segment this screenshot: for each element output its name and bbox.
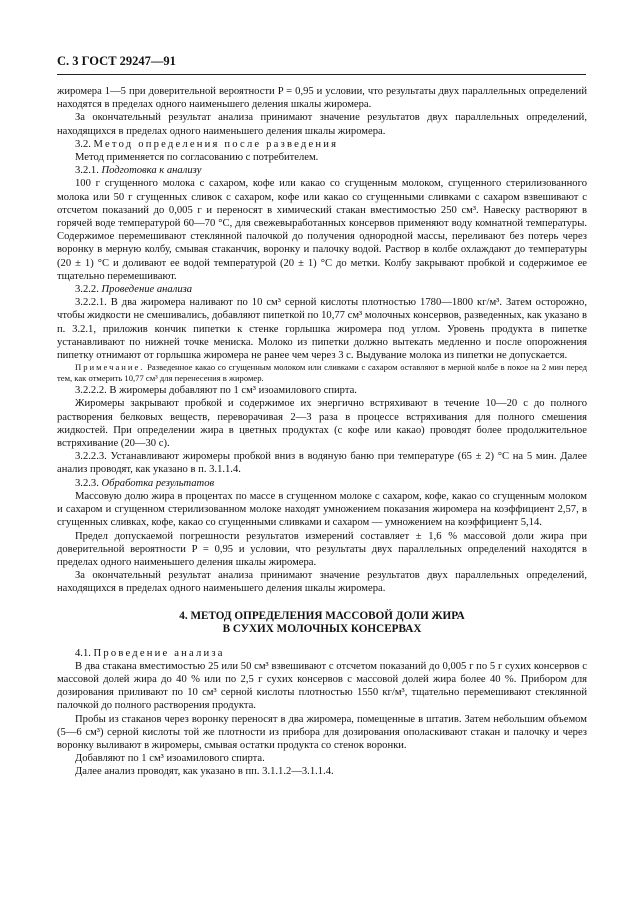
section-number: 3.2.1. [75,165,99,177]
section-title: Метод определения после разведения [93,138,339,150]
paragraph: За окончательный результат анализа принимают значение результатов двух параллельных определений, находящихся в пределах одного наименьшего деления шкалы жиромера. [57,112,587,137]
section-number: 3.2. [75,138,91,150]
paragraph: жиромера 1—5 при доверительной вероятности P = 0,95 и условии, что результаты двух параллельных определений находятся в пределах одного наименьшего деления шкалы жиромера. [57,86,587,111]
paragraph: Жиромеры закрывают пробкой и содержимое их энергично встряхивают в течение 10—20 с до полного растворения белковых веществ, переворачивая 2—3 раза в процессе встряхивания для полного смешения жидкостей. При определении жира в цветных продуктах (с кофе или какао) проводят более продолжительное встряхивание (20—30 с). [57,398,587,450]
paragraph: Пробы из стаканов через воронку переносят в два жиромера, помещенные в штатив. Затем небольшим объемом (5—6 см³) серной кислоты той же плотности из прибора для дозирования ополаскивают стакан и палочку и через воронку выливают в жиромеры, смывая остатки продукта со стенок воронки. [57,713,587,751]
chapter-heading-line-1: 4. МЕТОД ОПРЕДЕЛЕНИЯ МАССОВОЙ ДОЛИ ЖИРА [179,609,465,622]
chapter-heading-line-2: В СУХИХ МОЛОЧНЫХ КОНСЕРВАХ [222,623,422,636]
section-heading-3-2-3 [57,477,587,490]
paragraph: Метод применяется по согласованию с потребителем. [75,152,319,164]
section-title: Проведение анализа [101,284,193,296]
paragraph: Предел допускаемой погрешности результатов измерений составляет ± 1,6 % массовой доли жира при доверительной вероятности P = 0,95 и условии, что результаты двух параллельных определений находятся в пределах одного наименьшего деления шкалы жиромера. [57,530,587,568]
header-rule [57,74,586,75]
note [57,362,587,384]
section-number: 3.2.3. [75,477,99,489]
paragraph: За окончательный результат анализа принимают значение результатов двух параллельных определений, находящихся в пределах одного наименьшего деления шкалы жиромера. [57,570,587,595]
note-text: Разведенное какао со сгущенным молоком или сливками с сахаром оставляют в мерной колбе в покое на 2 мин перед тем, как отмерить 10,77 см³ для перенесения в жиромер. [57,362,587,384]
section-heading-3-2-2 [57,283,587,296]
section-title: Подготовка к анализу [101,165,202,177]
paragraph: 3.2.2.3. Устанавливают жиромеры пробкой вниз в водяную баню при температуре (65 ± 2) °С на 5 мин. Далее анализ проводят, как указано в п. 3.1.1.4. [57,451,587,476]
paragraph: В два стакана вместимостью 25 или 50 см³ взвешивают с отсчетом показаний до 0,005 г по 5 г сухих консервов с массовой долей жира до 40 % или по 2,5 г сухих консервов с массовой долей жира более 40 %. Прибором для дозирования приливают по 10 см³ серной кислоты плотностью 1550 кг/м³, тщательно перемешивают стеклянной палочкой до полного растворения продукта. [57,660,587,712]
section-title: Проведение анализа [93,647,225,659]
paragraph: 3.2.2.1. В два жиромера наливают по 10 см³ серной кислоты плотностью 1780—1800 кг/м³. Затем осторожно, чтобы жидкости не смешивались, добавляют пипеткой по 10,77 см³ молочных консервов, разведенных, как указано в п. 3.2.1, приложив кончик пипетки к стенке горлышка жиромера под углом. Уровень продукта в пипетке устанавливают по нижней точке мениска. Молоко из пипетки должно вытекать медленно и после опорожнения пипетку отнимают от горлышка жиромера не ранее чем через 3 с. Выдувание молока из пипетки не допускается. [57,297,587,362]
note-label: Примечание. [75,362,145,373]
section-title: Обработка результатов [101,477,215,489]
chapter-heading [57,610,587,637]
paragraph: Массовую долю жира в процентах по массе в сгущенном молоке с сахаром, кофе, какао со сгущенным молоком и сахаром и сгущенном стерилизованном молоке находят умножением показания жиромера на коэффициент 2,57, в сгущенных сливках, кофе, какао со сгущенными сливками и сахаром — умножением на коэффициент 5,14. [57,490,587,529]
section-heading-4-1 [57,647,587,660]
paragraph: Далее анализ проводят, как указано в пп. 3.1.1.2—3.1.1.4. [75,766,334,778]
section-heading-3-2-1 [57,164,587,177]
page-header: С. 3 ГОСТ 29247—91 [57,54,176,68]
paragraph: 100 г сгущенного молока с сахаром, кофе или какао со сгущенным молоком, сгущенного стерилизованного молока или 50 г сгущенных сливок с сахаром, кофе или какао со сгущенными сливками с сахаром взвешивают с отсчетом показаний до 0,005 г и переносят в химический стакан вместимостью 250 см³. Навеску растворяют в горячей воде температурой 60—70 °С, для свежевыработанных консервов применяют воду комнатной температуры. Содержимое перемешивают стеклянной палочкой до получения однородной массы, переливают без потерь через воронку в мерную колбу, смывая стаканчик, воронку и палочку водой. Раствор в колбе охлаждают до температуры (20 ± 1) °С и доливают ее водой температурой (20 ± 1) °С до метки. Колбу закрывают пробкой и содержимое ее тщательно перемешивают. [57,178,587,282]
section-number: 4.1. [75,647,91,659]
section-heading-3-2 [57,138,587,151]
section-number: 3.2.2. [75,284,99,296]
document-body [57,85,587,779]
paragraph: Добавляют по 1 см³ изоамилового спирта. [75,753,265,765]
paragraph: 3.2.2.2. В жиромеры добавляют по 1 см³ изоамилового спирта. [75,385,357,397]
